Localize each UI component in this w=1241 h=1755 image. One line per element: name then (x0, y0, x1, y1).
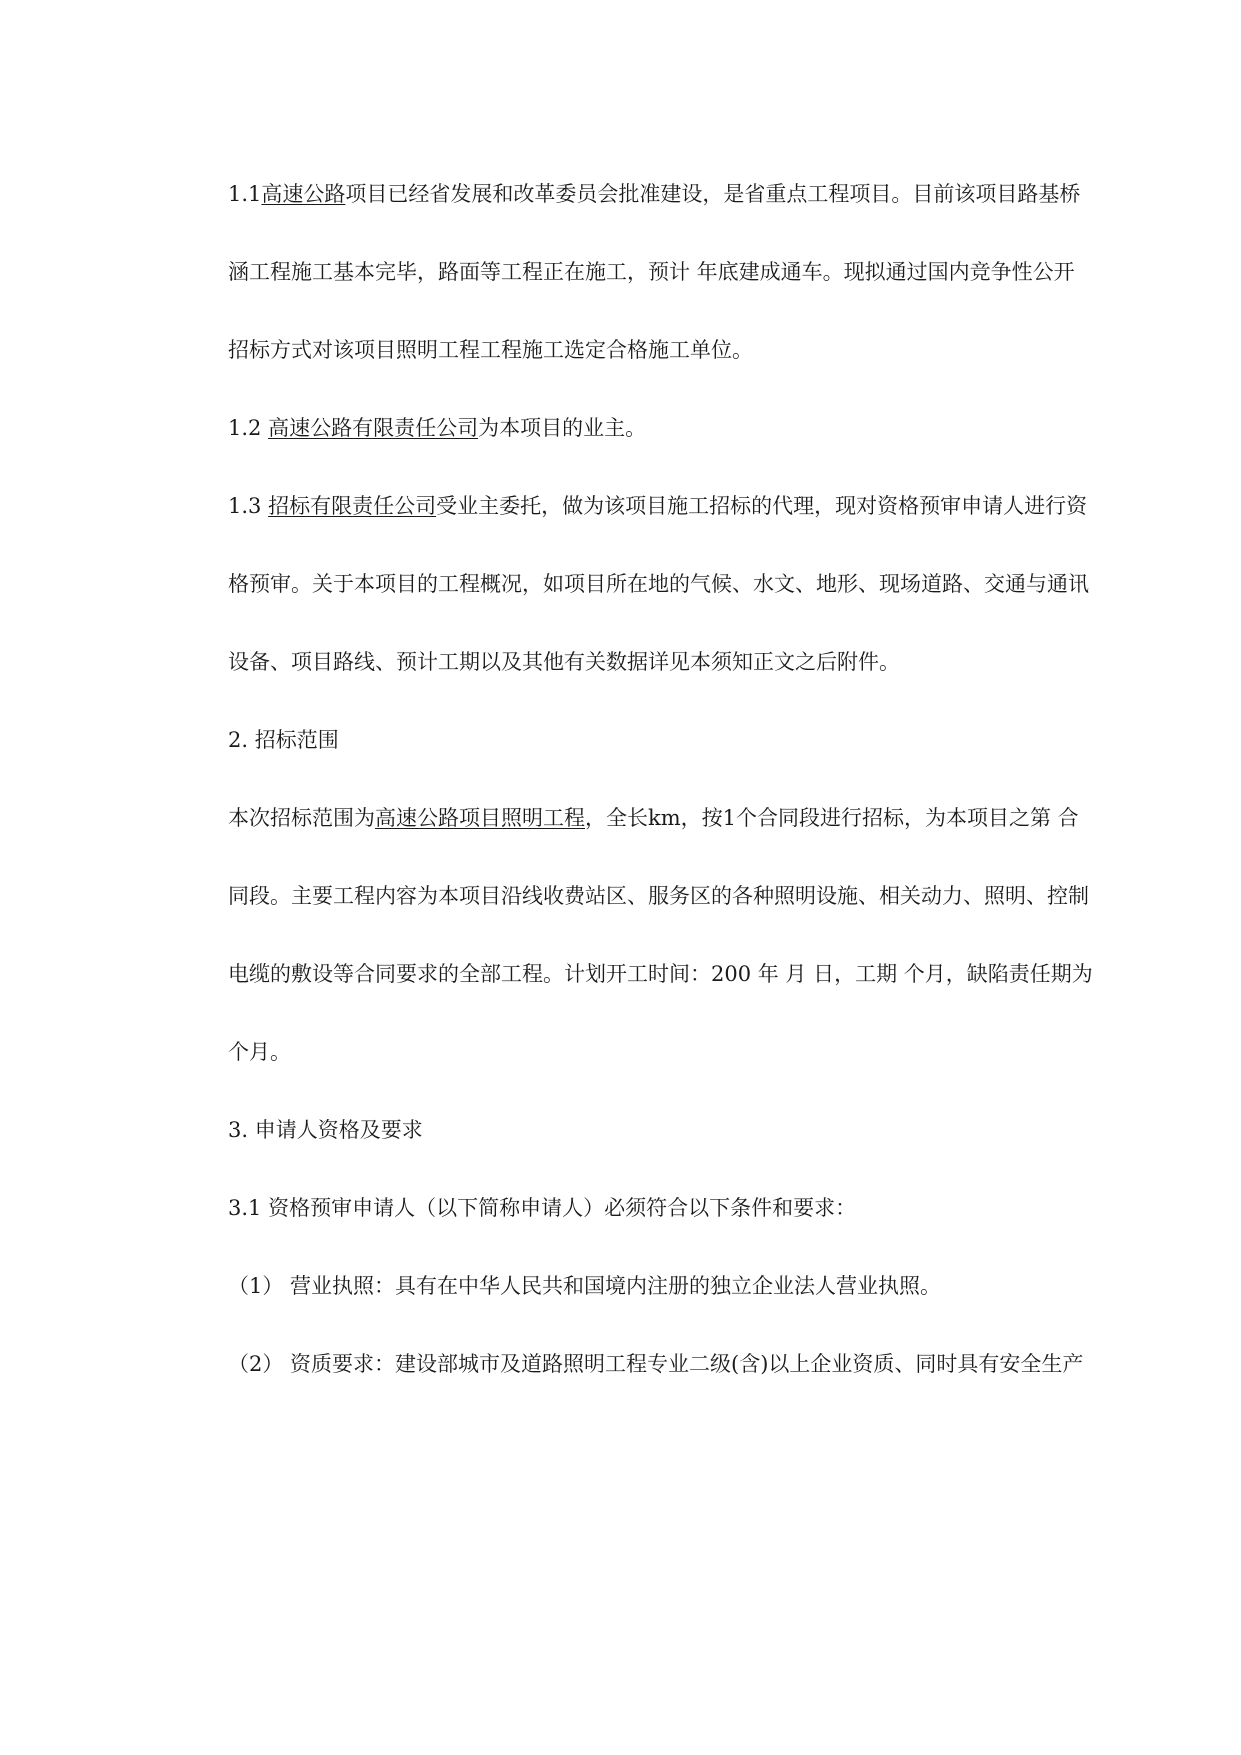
paragraph-2-line-4: 个月。 (228, 1040, 291, 1064)
underlined-term: 招标有限责任公司 (268, 494, 437, 518)
text: 本次招标范围为 (228, 806, 375, 830)
text: 项目已经省发展和改革委员会批准建设，是省重点工程项目。目前该项目路基桥 (345, 182, 1081, 206)
paragraph-1-3-line-2: 格预审。关于本项目的工程概况，如项目所在地的气候、水文、地形、现场道路、交通与通讯 (228, 572, 1089, 596)
paragraph-1-1-line-1 (228, 179, 1118, 209)
paragraph-1-1-line-2: 涵工程施工基本完毕，路面等工程正在施工，预计 年底建成通车。现拟通过国内竞争性公开 (228, 260, 1075, 284)
text: 1.1 (228, 182, 262, 206)
paragraph-3-1: 3.1 资格预审申请人（以下简称申请人）必须符合以下条件和要求： (228, 1196, 857, 1220)
requirement-item-1: （1） 营业执照：具有在中华人民共和国境内注册的独立企业法人营业执照。 (228, 1274, 942, 1298)
section-heading-3: 3. 申请人资格及要求 (228, 1118, 423, 1142)
requirement-item-2: （2） 资质要求：建设部城市及道路照明工程专业二级(含)以上企业资质、同时具有安全生产 (228, 1352, 1084, 1376)
text: 为本项目的业主。 (478, 416, 647, 440)
text: ，全长km，按1个合同段进行招标，为本项目之第 合 (585, 806, 1079, 830)
paragraph-1-1-line-3: 招标方式对该项目照明工程工程施工选定合格施工单位。 (228, 338, 753, 362)
text: 1.2 (228, 416, 269, 440)
underlined-term: 高速公路项目照明工程 (375, 806, 585, 830)
text: 1.3 (228, 494, 269, 518)
text: 受业主委托，做为该项目施工招标的代理，现对资格预审申请人进行资 (436, 494, 1088, 518)
paragraph-1-2 (228, 413, 1118, 443)
paragraph-2-line-2: 同段。主要工程内容为本项目沿线收费站区、服务区的各种照明设施、相关动力、照明、控制 (228, 884, 1089, 908)
paragraph-1-3-line-1 (228, 491, 1118, 521)
paragraph-2-line-1 (228, 803, 1118, 833)
underlined-term: 高速公路 (261, 182, 346, 206)
section-heading-2: 2. 招标范围 (228, 728, 339, 752)
underlined-term: 高速公路有限责任公司 (268, 416, 479, 440)
paragraph-2-line-3: 电缆的敷设等合同要求的全部工程。计划开工时间：200 年 月 日，工期 个月，缺陷责任期为 (228, 962, 1093, 986)
paragraph-1-3-line-3: 设备、项目路线、预计工期以及其他有关数据详见本须知正文之后附件。 (228, 650, 900, 674)
